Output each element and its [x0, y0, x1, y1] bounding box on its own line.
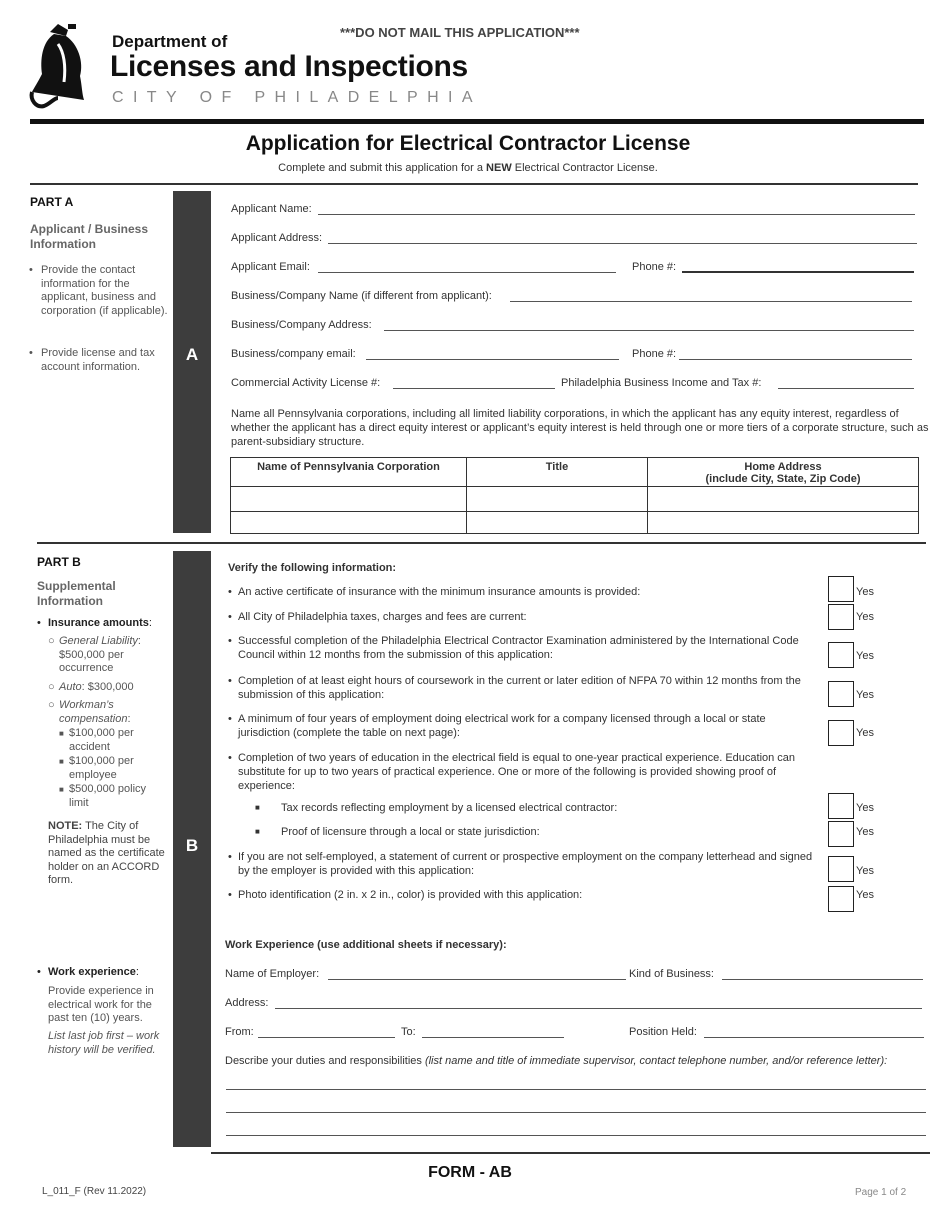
business-email-label: Business/company email:: [231, 348, 356, 360]
verify-item-3: • Successful completion of the Philadelphia Electrical Contractor Examination administered by the International Code Council within 12 months from the submission of this application:: [228, 635, 799, 661]
work-address-label: Address:: [225, 997, 269, 1009]
position-held-label: Position Held:: [629, 1026, 697, 1038]
corp-cell[interactable]: [231, 512, 467, 534]
business-address-label: Business/Company Address:: [231, 319, 372, 331]
department-name: Licenses and Inspections: [110, 50, 468, 83]
verify-checkbox-2[interactable]: [828, 604, 854, 630]
header-rule: [30, 119, 924, 124]
table-row: [231, 512, 919, 534]
insurance-note: [48, 820, 168, 888]
note-text: The City of Philadelphia must be named as the certificate holder on an ACCORD form.: [48, 820, 165, 886]
verify-checkbox-5[interactable]: [828, 720, 854, 746]
yes-label-4: Yes: [856, 689, 874, 701]
wc-item-2: ■ $100,000 per employee: [59, 755, 134, 781]
yes-label-9: Yes: [856, 889, 874, 901]
yes-label-8: Yes: [856, 865, 874, 877]
department-of-label: Department of: [112, 32, 228, 51]
business-income-tax-label: Philadelphia Business Income and Tax #:: [561, 377, 762, 389]
phone-1-label: Phone #:: [632, 261, 677, 273]
part-a-heading: PART A: [30, 195, 74, 209]
duties-line-2[interactable]: [226, 1112, 926, 1113]
part-b-subheading: Supplemental Information: [37, 579, 116, 608]
verify-checkbox-9[interactable]: [828, 886, 854, 912]
page-subtitle: [0, 162, 936, 174]
verify-subitem-1: ■ Tax records reflecting employment by a licensed electrical contractor:: [255, 802, 618, 814]
subtitle-post: Electrical Contractor License.: [511, 162, 658, 174]
applicant-name-field[interactable]: [318, 214, 915, 215]
commercial-activity-field[interactable]: [393, 388, 555, 389]
yes-label-6: Yes: [856, 802, 874, 814]
verify-checkbox-3[interactable]: [828, 642, 854, 668]
duties-line-3[interactable]: [226, 1135, 926, 1136]
corp-cell[interactable]: [648, 512, 919, 534]
phone-1-field[interactable]: [682, 271, 914, 273]
applicant-email-field[interactable]: [318, 272, 616, 273]
part-a-subheading: Applicant / Business Information: [30, 222, 149, 251]
verify-heading: Verify the following information:: [228, 562, 397, 574]
wc-item-3: ■ $500,000 policy limit: [59, 783, 147, 809]
corp-cell[interactable]: [648, 487, 919, 512]
city-name: CITY OF PHILADELPHIA: [112, 89, 482, 106]
auto-value: : $300,000: [81, 681, 134, 693]
verify-checkbox-6[interactable]: [828, 793, 854, 819]
business-name-label: Business/Company Name (if different from applicant):: [231, 290, 492, 302]
verify-item-4: • Completion of at least eight hours of coursework in the current or later edition of NFPA 70 within 12 months from the submission of this application:: [228, 675, 801, 701]
work-experience-heading: • Work experience:: [37, 966, 139, 978]
work-label: Work experience: [48, 966, 136, 978]
part-a-bullet-1: • Provide the contact information for the applicant, business and corporation (if applicable).: [29, 264, 168, 317]
wc-label: Workman’s compensation: [59, 699, 128, 725]
corp-col-address-line1: Home Address: [744, 461, 822, 473]
yes-label-2: Yes: [856, 611, 874, 623]
table-row: [231, 487, 919, 512]
position-held-field[interactable]: [704, 1037, 924, 1038]
verify-checkbox-8[interactable]: [828, 856, 854, 882]
page-number: Page 1 of 2: [855, 1187, 907, 1198]
corp-col-address-line2: (include City, State, Zip Code): [705, 473, 861, 485]
insurance-heading: • Insurance amounts:: [37, 617, 152, 629]
insurance-wc: ○ Workman’s compensation:: [48, 699, 131, 725]
business-name-field[interactable]: [510, 301, 912, 302]
work-experience-italic: List last job first – work history will be verified.: [48, 1030, 160, 1056]
verify-item-6: • Completion of two years of education in the electrical field is equal to one-year practical experience. Education can substitute for up to two years of practical experience. One or more of the following is provided showing proof of experience:: [228, 752, 796, 792]
part-divider: [37, 542, 926, 544]
subtitle-new: NEW: [486, 162, 512, 174]
employer-field[interactable]: [328, 979, 626, 980]
applicant-address-label: Applicant Address:: [231, 232, 323, 244]
business-income-tax-field[interactable]: [778, 388, 914, 389]
applicant-name-label: Applicant Name:: [231, 203, 312, 215]
from-field[interactable]: [258, 1037, 395, 1038]
duties-italic: (list name and title of immediate supervisor, contact telephone number, and/or reference letter):: [424, 1055, 888, 1067]
business-email-field[interactable]: [366, 359, 619, 360]
corp-col-title: Title: [467, 458, 648, 487]
gl-value: : $500,000 per occurrence: [59, 635, 141, 674]
verify-checkbox-7[interactable]: [828, 821, 854, 847]
work-experience-title: Work Experience (use additional sheets if necessary):: [225, 939, 507, 951]
yes-label-5: Yes: [856, 727, 874, 739]
corp-cell[interactable]: [231, 487, 467, 512]
part-b-heading: PART B: [37, 555, 81, 569]
from-label: From:: [225, 1026, 254, 1038]
kind-of-business-field[interactable]: [722, 979, 923, 980]
yes-label-7: Yes: [856, 826, 874, 838]
corp-col-address: [648, 458, 919, 487]
liberty-bell-icon: [28, 20, 108, 112]
duties-text: Describe your duties and responsibilities: [225, 1055, 425, 1067]
do-not-mail-notice: ***DO NOT MAIL THIS APPLICATION***: [340, 25, 580, 40]
page-title: Application for Electrical Contractor License: [245, 132, 691, 155]
applicant-email-label: Applicant Email:: [231, 261, 310, 273]
insurance-label: Insurance amounts: [48, 617, 149, 629]
work-experience-text: Provide experience in electrical work for the past ten (10) years.: [48, 985, 154, 1024]
applicant-address-field[interactable]: [328, 243, 917, 244]
duties-label: [225, 1055, 887, 1067]
yes-label-1: Yes: [856, 586, 874, 598]
subtitle-pre: Complete and submit this application for a: [278, 162, 487, 174]
verify-checkbox-1[interactable]: [828, 576, 854, 602]
gl-label: General Liability: [59, 635, 138, 647]
auto-label: Auto: [59, 681, 82, 693]
to-field[interactable]: [422, 1037, 564, 1038]
duties-line-1[interactable]: [226, 1089, 926, 1090]
to-label: To:: [401, 1026, 416, 1038]
corp-col-name: Name of Pennsylvania Corporation: [231, 458, 467, 487]
part-a-letter: A: [185, 345, 199, 364]
yes-label-3: Yes: [856, 650, 874, 662]
verify-checkbox-4[interactable]: [828, 681, 854, 707]
verify-item-5: • A minimum of four years of employment doing electrical work for a company licensed through a local or state jurisdiction (complete the table on next page):: [228, 713, 766, 739]
phone-2-label: Phone #:: [632, 348, 677, 360]
verify-subitem-2: ■ Proof of licensure through a local or state jurisdiction:: [255, 826, 540, 838]
footer-rule: [211, 1152, 930, 1154]
verify-item-8: • Photo identification (2 in. x 2 in., color) is provided with this application:: [228, 889, 583, 901]
form-code: L_011_F (Rev 11.2022): [42, 1186, 147, 1197]
part-a-bullet-2: • Provide license and tax account information.: [29, 347, 155, 373]
note-label: NOTE:: [48, 820, 83, 832]
part-b-letter: B: [185, 836, 199, 855]
title-rule: [30, 183, 918, 185]
phone-2-field[interactable]: [679, 359, 912, 360]
work-address-field[interactable]: [275, 1008, 922, 1009]
insurance-auto: ○ Auto: $300,000: [48, 681, 134, 693]
verify-item-7: • If you are not self-employed, a statement of current or prospective employment on the company letterhead and signed by the employer is provided with this application:: [228, 851, 813, 877]
form-label: FORM - AB: [428, 1164, 512, 1181]
corporation-table: [230, 457, 919, 534]
employer-label: Name of Employer:: [225, 968, 320, 980]
corp-cell[interactable]: [467, 512, 648, 534]
corp-cell[interactable]: [467, 487, 648, 512]
business-address-field[interactable]: [384, 330, 914, 331]
commercial-activity-label: Commercial Activity License #:: [231, 377, 381, 389]
corporation-instructions: Name all Pennsylvania corporations, including all limited liability corporations, in which the applicant has any equity interest, regardless of whether the applicant has a direct equity interest or applicant’s equity interest is held through one or more tiers of a corporate structure, such as parent-subsidiary structure.: [231, 408, 929, 448]
wc-item-1: ■ $100,000 per accident: [59, 727, 134, 753]
insurance-gl: ○ General Liability: $500,000 per occurrence: [48, 635, 141, 674]
verify-item-1: • An active certificate of insurance with the minimum insurance amounts is provided:: [228, 586, 641, 598]
kind-of-business-label: Kind of Business:: [629, 968, 714, 980]
verify-item-2: • All City of Philadelphia taxes, charges and fees are current:: [228, 611, 527, 623]
